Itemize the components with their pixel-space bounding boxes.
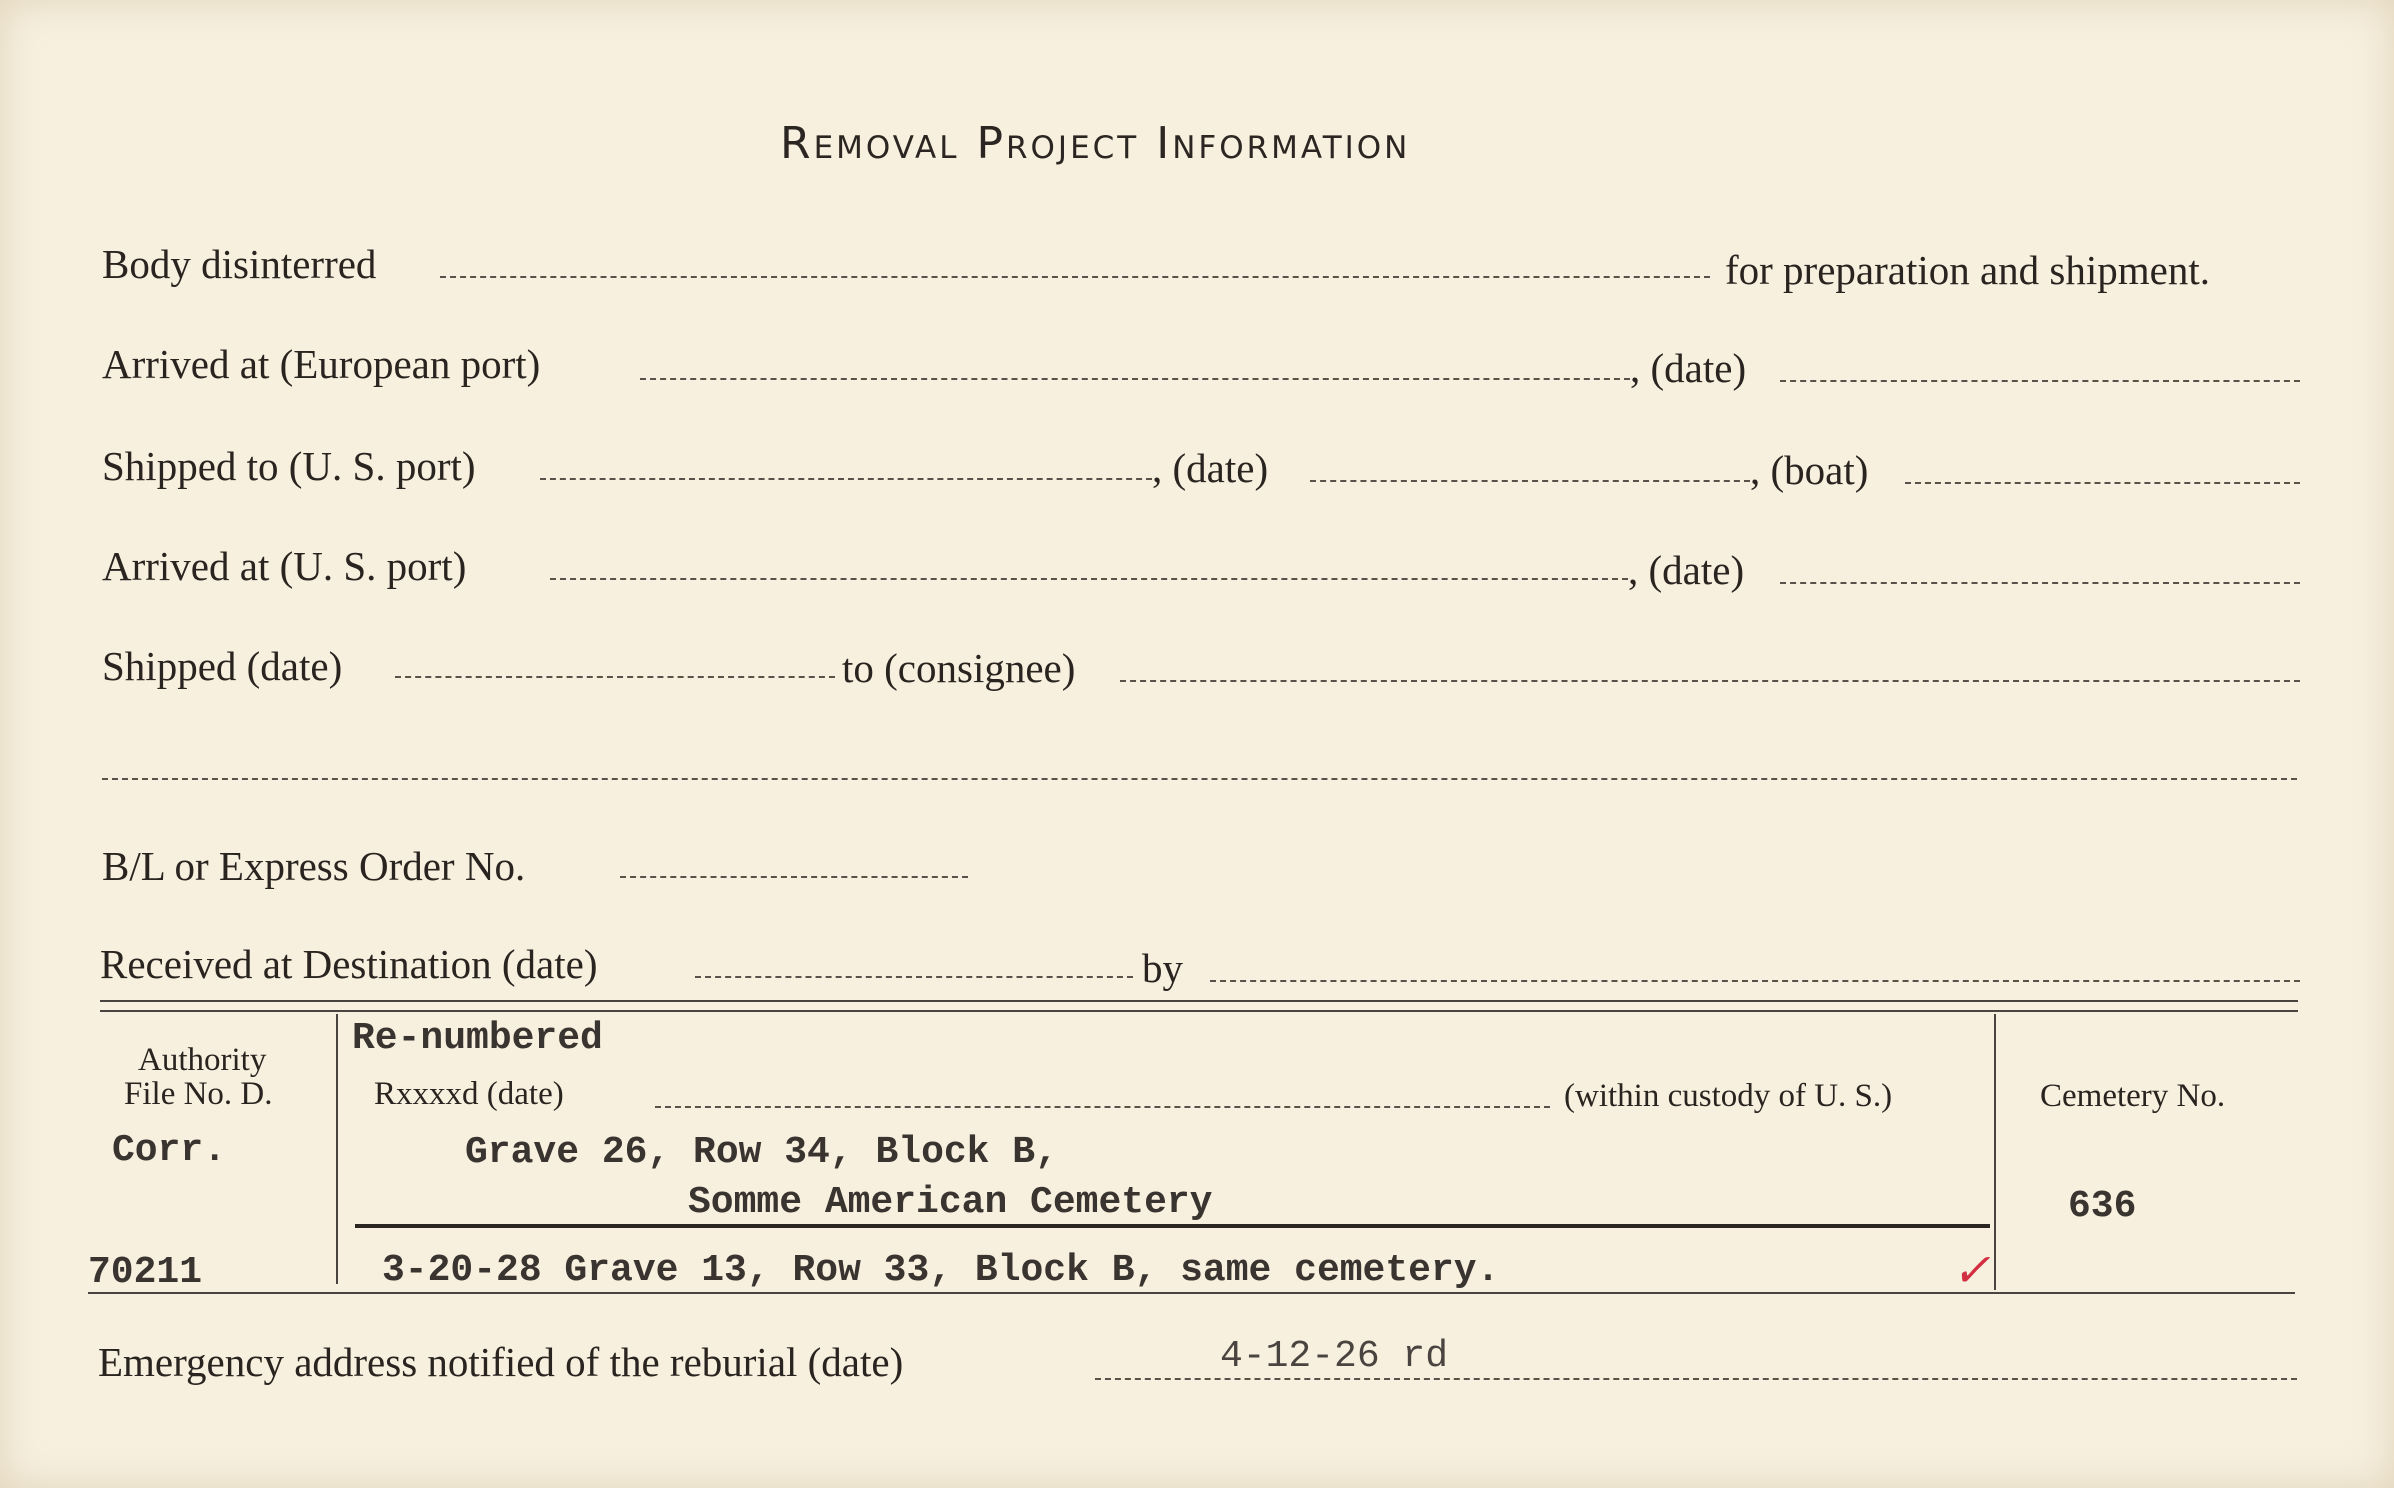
renumbered-text: Re-numbered [352, 1017, 603, 1060]
double-rule-top [100, 1000, 2298, 1002]
old-grave-line1: Grave 26, Row 34, Block B, [465, 1131, 1058, 1174]
blank-line [102, 778, 2297, 780]
check-mark: ✓ [1952, 1245, 1991, 1296]
received-dest-label: Received at Destination (date) [100, 941, 598, 987]
double-rule-bottom [100, 1010, 2298, 1012]
card-title: Removal Project Information [780, 118, 1411, 169]
date-line-2 [1310, 480, 1750, 482]
arrived-us-label: Arrived at (U. S. port) [102, 543, 467, 589]
arrived-us-line [550, 578, 1628, 580]
cemetery-number: 636 [2068, 1185, 2137, 1228]
date-label-1: , (date) [1630, 345, 1747, 391]
boat-label: , (boat) [1750, 447, 1869, 493]
authority-label: Authority [138, 1042, 267, 1078]
arrived-european-label: Arrived at (European port) [102, 341, 541, 387]
body-disinterred-label: Body disinterred [102, 241, 377, 287]
shipped-date-line [395, 676, 835, 678]
preparation-label: for preparation and shipment. [1725, 247, 2211, 293]
reburied-date-label: Rxxxxd (date) [374, 1076, 564, 1112]
file-no-label: File No. D. [124, 1076, 273, 1112]
reburied-date-line [655, 1106, 1550, 1108]
authority-divider [336, 1014, 338, 1284]
bl-order-line [620, 876, 968, 878]
emergency-line [1095, 1378, 2297, 1380]
boat-line [1905, 482, 2300, 484]
date-line-3 [1780, 582, 2300, 584]
date-line-1 [1780, 380, 2300, 382]
received-date-line [695, 976, 1133, 978]
file-number-underline [88, 1292, 366, 1294]
custody-label: (within custody of U. S.) [1564, 1078, 1893, 1114]
cemetery-divider [1994, 1014, 1996, 1290]
european-port-line [640, 378, 1630, 380]
body-disinterred-line [440, 276, 1710, 278]
strike-rule [355, 1224, 1990, 1228]
emergency-date: 4-12-26 rd [1220, 1335, 1449, 1378]
file-number: 70211 [88, 1251, 203, 1294]
us-port-line [540, 478, 1152, 480]
cemetery-no-label: Cemetery No. [2040, 1078, 2226, 1114]
bl-order-label: B/L or Express Order No. [102, 843, 526, 889]
bottom-table-rule [355, 1292, 2295, 1294]
emergency-label: Emergency address notified of the reburial (date) [98, 1339, 904, 1385]
consignee-label: to (consignee) [842, 645, 1076, 691]
new-grave-text: 3-20-28 Grave 13, Row 33, Block B, same cemetery. [382, 1249, 1500, 1292]
old-grave-line2: Somme American Cemetery [688, 1181, 1213, 1224]
shipped-to-label: Shipped to (U. S. port) [102, 443, 476, 489]
date-label-2: , (date) [1152, 445, 1269, 491]
consignee-line [1120, 680, 2300, 682]
date-label-3: , (date) [1628, 547, 1745, 593]
by-label: by [1142, 945, 1183, 991]
shipped-date-label: Shipped (date) [102, 643, 343, 689]
by-line [1210, 980, 2300, 982]
corr-text: Corr. [112, 1129, 227, 1172]
